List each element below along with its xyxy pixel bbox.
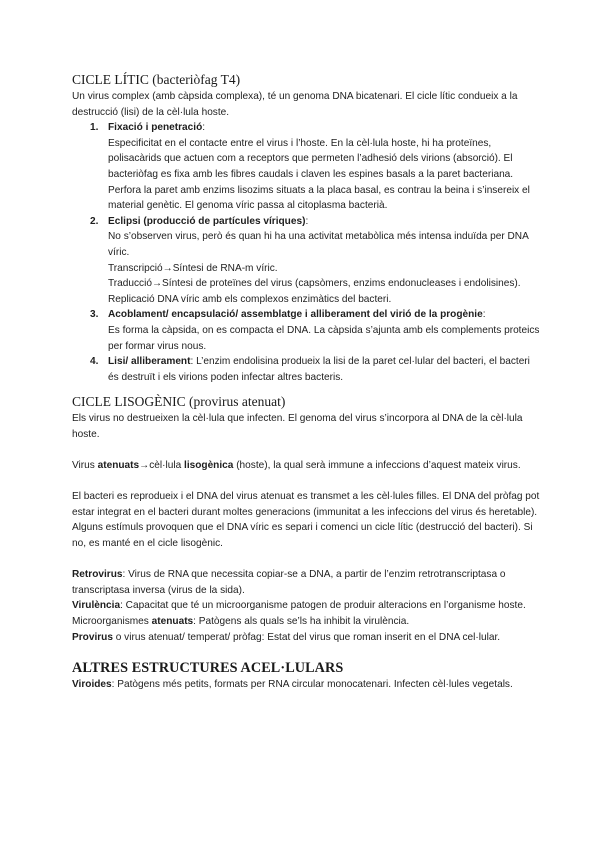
- lytic-steps-list: [72, 120, 540, 385]
- step-text: Perfora la paret amb enzims lisozims situats a la placa basal, es contrau la beina i s’insereix el material genètic. El genoma víric passa al citoplasma bacterià.: [108, 184, 530, 212]
- step-title: Fixació i penetració: [108, 122, 203, 134]
- step-text: Especificitat en el contacte entre el virus i l’hoste. En la cèl·lula hoste, hi ha proteïnes, polisacàrids que actuen com a receptors que permeten l’adhesió dels virions (absorció). El bacteriòfag es fixa amb les fibres caudals i claven les espines basals a la paret bacteriana.: [108, 137, 514, 180]
- definition-retrovirus: Retrovirus: Virus de RNA que necessita copiar-se a DNA, a partir de l’enzim retrotranscriptasa o transcriptasa inversa (virus de la sida).: [72, 569, 506, 596]
- document-content: [72, 71, 540, 693]
- lysogenic-paragraph-2: Virus atenuats→cèl·lula lisogènica (hoste), la qual serà immune a infeccions d’aquest mateix virus.: [72, 460, 521, 472]
- step-text: Transcripció→Síntesi de RNA-m víric.: [108, 262, 278, 274]
- list-number: 2.: [90, 215, 99, 227]
- term-retrovirus: Retrovirus: [72, 569, 123, 581]
- step-text: No s’observen virus, però és quan hi ha una activitat metabòlica més intensa induïda per DNA víric.: [108, 231, 529, 258]
- step-title-suffix: :: [305, 215, 309, 227]
- term-atenuats-def: atenuats: [151, 616, 194, 627]
- lysogenic-intro: Els virus no destrueixen la cèl·lula que infecten. El genoma del virus s’incorpora al DNA de la cèl·lula hoste.: [72, 413, 523, 440]
- step-title-suffix: :: [202, 122, 206, 134]
- list-item: [72, 307, 540, 354]
- lytic-cycle-heading: CICLE LÍTIC (bacteriòfag T4): [72, 72, 241, 87]
- definition-virulencia: Virulència: Capacitat que té un microorganisme patogen de produir alteracions en l’organisme hoste.: [72, 600, 526, 612]
- list-number: 4.: [90, 356, 99, 368]
- step-title: Eclipsi (producció de partícules víriques): [108, 215, 306, 227]
- step-title: Acoblament/ encapsulació/ assemblatge i alliberament del virió de la progènie: [108, 309, 483, 321]
- term-atenuats: atenuats: [97, 460, 140, 472]
- list-number: 1.: [90, 122, 99, 134]
- term-lisogenica: lisogènica: [184, 460, 234, 472]
- list-number: 3.: [90, 309, 99, 321]
- lysogenic-paragraph-3: El bacteri es reprodueix i el DNA del virus atenuat es transmet a les cèl·lules filles. El DNA del pròfag pot estar integrat en el bacteri durant moltes generacions (immunitat a les infeccions del virus és heretable). Alguns estímuls provoquen que el DNA víric es separi i comenci un cicle lític (destrucció del bacteri). Si no, es manté en el cicle lisogènic.: [72, 491, 540, 550]
- list-item: [72, 354, 540, 385]
- step-title: Lisi/ alliberament: [108, 356, 191, 368]
- step-title-suffix: :: [482, 309, 486, 321]
- step-text: Es forma la càpsida, on es compacta el DNA. La càpsida s’ajunta amb els complements proteics per formar virus nous.: [108, 324, 540, 352]
- list-item: [72, 214, 540, 308]
- lysogenic-cycle-heading: CICLE LISOGÈNIC (provirus atenuat): [72, 394, 286, 410]
- term-provirus: Provirus: [72, 631, 113, 643]
- lytic-intro: Un virus complex (amb càpsida complexa), té un genoma DNA bicatenari. El cicle lític condueix a la destrucció (lisi) de la cèl·lula hoste.: [72, 91, 518, 118]
- step-text: Replicació DNA víric amb els complexos enzimàtics del bacteri.: [108, 293, 392, 305]
- list-item: [72, 120, 540, 214]
- step-text: Traducció→Síntesi de proteïnes del virus (capsòmers, enzims endonucleases i endolisines).: [108, 278, 521, 290]
- definition-atenuats: Microorganismes atenuats: Patògens als quals se’ls ha inhibit la virulència.: [72, 616, 410, 627]
- definition-provirus: Provirus o virus atenuat/ temperat/ pròfag: Estat del virus que roman inserit en el DNA cel·lular.: [72, 631, 501, 643]
- acellular-structures-heading: ALTRES ESTRUCTURES ACEL·LULARS: [72, 660, 344, 677]
- term-viroides: Viroides: [72, 679, 112, 691]
- step-text: : L’enzim endolisina produeix la lisi de la paret cel·lular del bacteri, el bacteri és destruït i els virions poden infectar altres bacteris.: [108, 356, 530, 383]
- term-virulencia: Virulència: [72, 600, 121, 612]
- definition-viroides: Viroides: Patògens més petits, formats per RNA circular monocatenari. Infecten cèl·lules vegetals.: [72, 679, 513, 691]
